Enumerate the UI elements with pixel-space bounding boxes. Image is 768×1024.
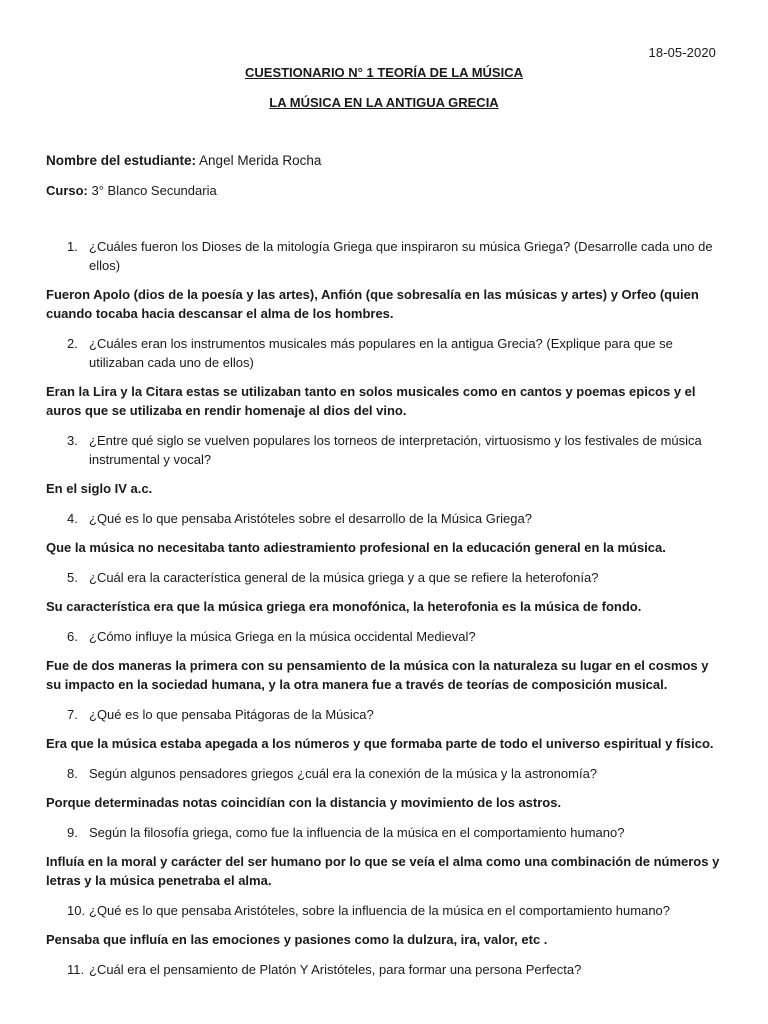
question-3 [46,431,726,469]
question-number: 7. [67,707,78,722]
question-8 [46,764,726,783]
student-line [46,153,321,168]
question-number: 10. [67,903,86,918]
student-label: Nombre del estudiante: [46,153,197,168]
question-5 [46,568,726,587]
question-6 [46,627,726,646]
student-name: Angel Merida Rocha [199,153,322,168]
question-2 [46,334,726,372]
course-line [46,183,217,198]
question-number: 3. [67,433,78,448]
question-text: ¿Entre qué siglo se vuelven populares los torneos de interpretación, virtuosismo y los festivales de música instrumental y vocal? [89,433,702,467]
document-date: 18-05-2020 [648,45,716,60]
question-text: ¿Qué es lo que pensaba Pitágoras de la Música? [89,707,374,722]
question-text: ¿Cuáles fueron los Dioses de la mitología Griega que inspiraron su música Griega? (Desarrolle cada uno de ellos) [89,239,713,273]
question-text: Según la filosofía griega, como fue la influencia de la música en el comportamiento humano? [89,825,625,840]
document-subtitle: LA MÚSICA EN LA ANTIGUA GRECIA [269,95,499,110]
question-10 [46,901,726,920]
question-text: ¿Qué es lo que pensaba Aristóteles sobre el desarrollo de la Música Griega? [89,511,532,526]
course-label: Curso: [46,183,88,198]
question-text: ¿Cómo influye la música Griega en la música occidental Medieval? [89,629,476,644]
question-number: 1. [67,239,78,254]
questionnaire [46,237,726,989]
answer-9: Influía en la moral y carácter del ser humano por lo que se veía el alma como una combinación de números y letras y la música penetraba el alma. [46,854,720,888]
answer-1: Fueron Apolo (dios de la poesía y las artes), Anfión (que sobresalía en las músicas y artes) y Orfeo (quien cuando tocaba hacia descansar el alma de los hombres. [46,287,699,321]
question-text: Según algunos pensadores griegos ¿cuál era la conexión de la música y la astronomía? [89,766,598,781]
question-number: 11. [67,962,85,977]
question-7 [46,705,726,724]
answer-4: Que la música no necesitaba tanto adiestramiento profesional en la educación general en la música. [46,540,666,555]
question-number: 4. [67,511,78,526]
question-number: 8. [67,766,78,781]
document-title: CUESTIONARIO N° 1 TEORÍA DE LA MÚSICA [245,65,523,80]
question-text: ¿Cuál era el pensamiento de Platón Y Aristóteles, para formar una persona Perfecta? [89,962,582,977]
question-text: ¿Cuáles eran los instrumentos musicales más populares en la antigua Grecia? (Explique para que se utilizaban cada uno de ellos) [89,336,673,370]
answer-5: Su característica era que la música griega era monofónica, la heterofonia es la música de fondo. [46,599,642,614]
answer-10: Pensaba que influía en las emociones y pasiones como la dulzura, ira, valor, etc . [46,932,548,947]
answer-2: Eran la Lira y la Citara estas se utilizaban tanto en solos musicales como en cantos y poemas epicos y el auros que se utilizaba en rendir homenaje al dios del vino. [46,384,696,418]
answer-7: Era que la música estaba apegada a los números y que formaba parte de todo el universo espiritual y físico. [46,736,714,751]
question-number: 6. [67,629,78,644]
question-text: ¿Qué es lo que pensaba Aristóteles, sobre la influencia de la música en el comportamiento humano? [89,903,671,918]
answer-8: Porque determinadas notas coincidían con la distancia y movimiento de los astros. [46,795,562,810]
question-number: 2. [67,336,78,351]
answer-6: Fue de dos maneras la primera con su pensamiento de la música con la naturaleza su lugar en el cosmos y su impacto en la sociedad humana, y la otra manera fue a través de teorías de composición musical. [46,658,709,692]
question-4 [46,509,726,528]
course-value: 3° Blanco Secundaria [91,183,217,198]
question-1 [46,237,726,275]
answer-3: En el siglo IV a.c. [46,481,153,496]
question-11 [46,960,726,979]
question-number: 9. [67,825,78,840]
question-number: 5. [67,570,78,585]
question-9 [46,823,726,842]
question-text: ¿Cuál era la característica general de la música griega y a que se refiere la heterofonía? [89,570,599,585]
